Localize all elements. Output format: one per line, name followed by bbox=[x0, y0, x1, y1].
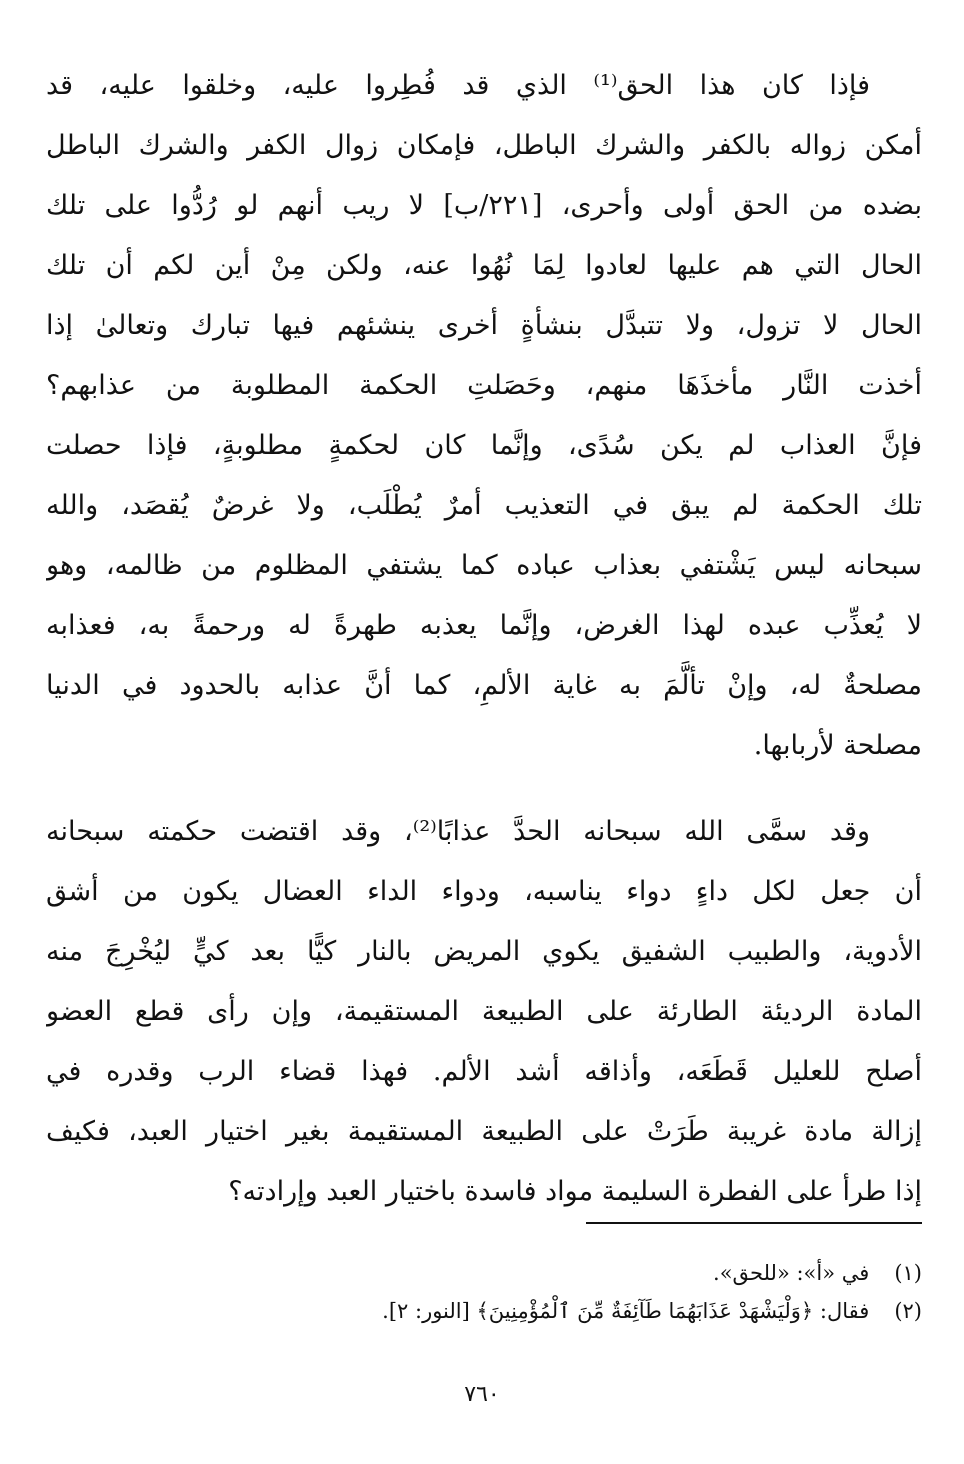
text-line: مصلحةٌ له، وإنْ تألَّمَ به غاية الألمِ، كما أنَّ عذابه بالحدود في الدنيا bbox=[46, 670, 922, 701]
footnote-text: فقال: ﴿وَلْيَشْهَدْ عَذَابَهُمَا طَآئِفَةٌ مِّنَ ٱلْمُؤْمِنِينَ﴾ [النور: ٢]. bbox=[382, 1299, 870, 1323]
footnote-separator bbox=[586, 1222, 922, 1224]
text-line: الحال التي هم عليها لعادوا لِمَا نُهُوا عنه، ولكن مِنْ أين لكم أن تلك bbox=[46, 250, 922, 281]
text-line: بضده من الحق أولى وأحرى، [٢٢١/ب] لا ريب أنهم لو رُدُّوا على تلك bbox=[46, 190, 922, 221]
text-line: فإذا كان هذا الحق⁽¹⁾ الذي قد فُطِروا عليه، وخلقوا عليه، قد bbox=[46, 70, 870, 101]
footnote-number: (١) bbox=[894, 1261, 922, 1285]
footnote bbox=[46, 1254, 922, 1292]
footnote-text: في «أ»: «للحق». bbox=[713, 1261, 870, 1285]
text-line: إذا طرأ على الفطرة السليمة مواد فاسدة باختيار العبد وإرادته؟ bbox=[228, 1176, 922, 1207]
footnote bbox=[46, 1292, 922, 1330]
text-line: أصلح للعليل قَطَعَه، وأذاقه أشد الألم. فهذا قضاء الرب وقدره في bbox=[46, 1056, 922, 1087]
text-line: المادة الرديئة الطارئة على الطبيعة المستقيمة، وإن رأى قطع العضو bbox=[46, 996, 922, 1027]
text-line: أن جعل لكل داءٍ دواء يناسبه، ودواء الداء العضال يكون من أشق bbox=[46, 876, 922, 907]
main-text bbox=[46, 56, 922, 1222]
paragraph bbox=[46, 56, 922, 776]
text-line: لا يُعذِّب عبده لهذا الغرض، وإنَّما يعذبه طهرةً له ورحمةً به، فعذابه bbox=[46, 610, 922, 641]
text-line: إزالة مادة غريبة طَرَتْ على الطبيعة المستقيمة بغير اختيار العبد، فكيف bbox=[46, 1116, 922, 1147]
text-line: أخذت النَّار مأخذَهَا منهم، وحَصَلتِ الحكمة المطلوبة من عذابهم؟ bbox=[46, 370, 922, 401]
text-line: سبحانه ليس يَشْتفي بعذاب عباده كما يشتفي المظلوم من ظالمه، وهو bbox=[46, 550, 922, 581]
text-line: أمكن زواله بالكفر والشرك الباطل، فإمكان زوال الكفر والشرك الباطل bbox=[46, 130, 922, 161]
footnotes bbox=[46, 1254, 922, 1330]
text-line: الأدوية، والطبيب الشفيق يكوي المريض بالنار كيًّا بعد كيٍّ ليُخْرِجَ منه bbox=[46, 936, 922, 967]
footnote-number: (٢) bbox=[894, 1299, 922, 1323]
paragraph-spacer bbox=[46, 776, 922, 802]
text-line: الحال لا تزول، ولا تتبدَّل بنشأةٍ أخرى ينشئهم فيها تبارك وتعالىٰ إذا bbox=[46, 310, 922, 341]
paragraph bbox=[46, 802, 922, 1222]
text-line: فإنَّ العذاب لم يكن سُدًى، وإنَّما كان لحكمةٍ مطلوبةٍ، فإذا حصلت bbox=[46, 430, 922, 461]
text-line: وقد سمَّى الله سبحانه الحدَّ عذابًا⁽²⁾، وقد اقتضت حكمته سبحانه bbox=[46, 816, 870, 847]
page-number: ٧٦٠ bbox=[464, 1382, 500, 1407]
text-line: تلك الحكمة لم يبق في التعذيب أمرٌ يُطْلَب، ولا غرضٌ يُقصَد، والله bbox=[46, 490, 922, 521]
text-line: مصلحة لأربابها. bbox=[753, 730, 922, 761]
